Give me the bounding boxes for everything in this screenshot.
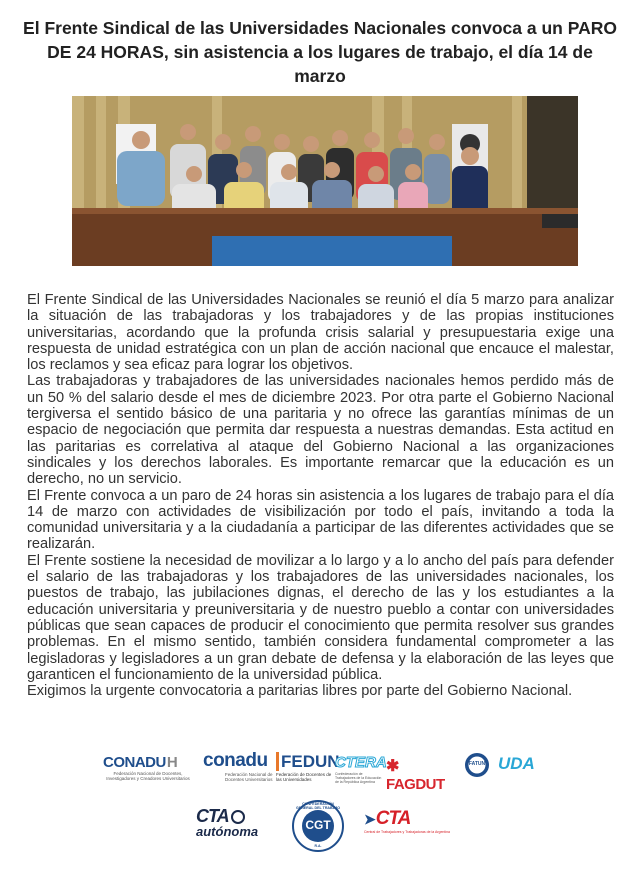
conaduh-logo-suffix: H bbox=[166, 754, 178, 771]
cgt-logo-ring-text: CONFEDERACIÓN GENERAL DEL TRABAJO bbox=[296, 802, 340, 810]
fedun-logo-name: FEDUN bbox=[276, 752, 340, 771]
cta-autonoma-swirl-icon bbox=[230, 810, 246, 824]
fedun-logo-subtitle: Federación de Docentes de las Universidades bbox=[276, 772, 332, 782]
fatun-logo-name: FATUN bbox=[468, 761, 486, 767]
ctera-logo-name: CTERA bbox=[335, 754, 387, 771]
cta-autonoma-logo-name: CTA bbox=[196, 806, 229, 826]
paragraph-3: El Frente convoca a un paro de 24 horas sin asistencia a los lugares de trabajo para el día 14 de marzo con actividades de visibilización por todo el país, invitando a toda la comunidad universitaria y a la ciudadanía a participar de las diferentes actividades que se realizarán. bbox=[27, 487, 614, 553]
union-logos bbox=[0, 740, 640, 877]
cta-logo-subtitle: Central de Trabajadores y Trabajadoras de la Argentina bbox=[364, 830, 450, 834]
fagdut-star-icon: ✱ bbox=[386, 758, 400, 775]
cta-arrow-icon: ➤ bbox=[364, 810, 376, 827]
ctera-logo bbox=[335, 754, 387, 790]
cgt-logo-ra: R.A. bbox=[314, 844, 322, 848]
conaduh-logo-subtitle: Federación Nacional de Docentes, Investigadores y Creadores Universitarios bbox=[106, 771, 190, 781]
paragraph-2: Las trabajadoras y trabajadores de las universidades nacionales hemos perdido más de un 50 % del salario desde el mes de diciembre 2023. Por otra parte el Gobierno Nacional tergiversa el sentido básico de una paritaria y no ofrece las garantías mínimas de un espacio de negociación que permita dar respuesta a nuestras demandas. Esta actitud en las paritarias es correlativa al ataque del Gobierno Nacional a las organizaciones sindicales y los derechos laborales. Es importante remarcar que la educación es un derecho, no un servicio. bbox=[27, 373, 614, 488]
cgt-logo bbox=[292, 800, 344, 852]
conaduh-logo-name: CONADU bbox=[103, 754, 166, 771]
uda-logo-name: UDA bbox=[498, 754, 535, 773]
ctera-logo-subtitle: Confederación de Trabajadores de la Educación de la República Argentina bbox=[335, 772, 382, 784]
fedun-logo bbox=[276, 752, 340, 794]
cta-autonoma-logo bbox=[196, 806, 272, 842]
paragraph-1: El Frente Sindical de las Universidades Nacionales se reunió el día 5 marzo para analizar la situación de las trabajadoras y los trabajadores y de las propias instituciones universitarias, acordando que la profunda crisis salarial y presupuestaria exige una respuesta de unidad estratégica con un plan de acción nacional que encauce el malestar, los reclamos y sea eficaz para lograr los objetivos. bbox=[27, 292, 614, 374]
cgt-logo-name: CGT bbox=[305, 818, 331, 832]
fagdut-logo-name: FAGDUT bbox=[386, 776, 445, 793]
group-photo-image bbox=[72, 96, 578, 266]
paragraph-4: El Frente sostiene la necesidad de movilizar a lo largo y a lo ancho del país para defender el salario de las trabajadoras y los trabajadores de las universidades nacionales, los puestos de trabajo, las jubilaciones dignas, el derecho de las y los estudiantes a la educación universitaria y preuniversitaria y de nuestro pueblo a contar con universidades públicas que sean capaces de producir el conocimiento que permita resolver sus grandes problemas. En el mismo sentido, también considera fundamental comprometer a las legisladoras y legisladores a un gran debate de defensa y la elaboración de las leyes que garanticen el funcionamiento de la universidad pública. bbox=[27, 552, 614, 683]
cta-logo-name: CTA bbox=[375, 808, 411, 829]
cta-autonoma-logo-subtitle: autónoma bbox=[196, 824, 259, 839]
conaduh-logo bbox=[103, 754, 195, 794]
conadu-logo-subtitle: Federación Nacional de Docentes Universitarios bbox=[225, 772, 273, 782]
article-body bbox=[27, 292, 614, 699]
conadu-logo-name: conadu bbox=[203, 750, 268, 771]
group-photo bbox=[72, 96, 578, 266]
fagdut-logo bbox=[386, 756, 458, 793]
conadu-logo bbox=[203, 750, 273, 790]
fatun-logo bbox=[464, 752, 490, 778]
page-title: El Frente Sindical de las Universidades Nacionales convoca a un PARO DE 24 HORAS, sin asistencia a los lugares de trabajo, el día 14 de marzo bbox=[23, 18, 617, 86]
paragraph-5: Exigimos la urgente convocatoria a paritarias libres por parte del Gobierno Nacional. bbox=[27, 683, 573, 700]
cta-logo bbox=[364, 808, 450, 838]
uda-logo bbox=[498, 754, 538, 778]
